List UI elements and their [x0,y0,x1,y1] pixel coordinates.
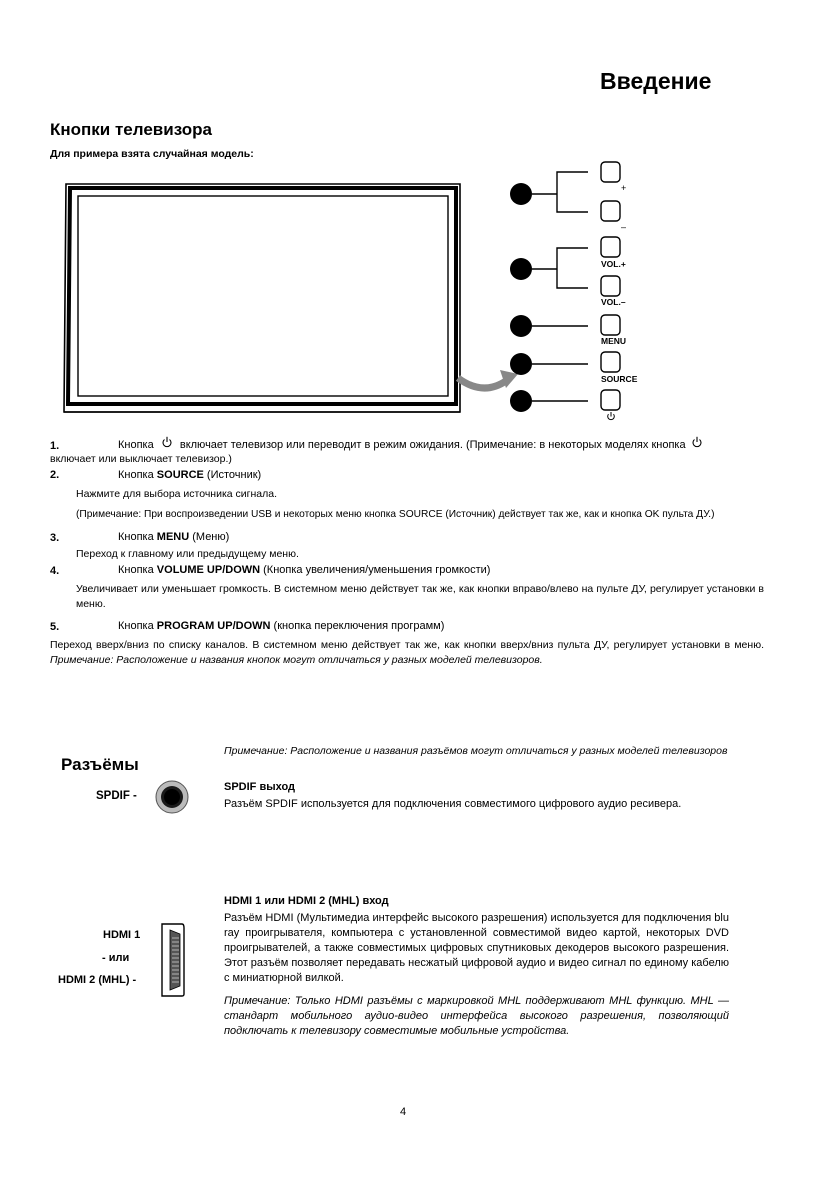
item-2-heading [118,469,261,481]
power-button[interactable] [601,390,620,410]
hdmi-label-1: HDMI 1 [103,929,141,941]
item-3-head-pre: Кнопка [118,531,157,543]
item-5-head-pre: Кнопка [118,620,157,632]
source-label: SOURCE [601,374,638,384]
item-1-heading [118,436,760,451]
spdif-desc: Разъём SPDIF используется для подключения совместимого цифрового аудио ресивера. [224,798,682,810]
item-2-head-post: (Источник) [203,469,262,481]
item-2-desc: Нажмите для выбора источника сигнала. [76,488,278,500]
menu-label: MENU [601,336,627,346]
menu-button[interactable] [601,315,620,335]
connectors-note-label: Примечание [224,745,285,757]
tv-diagram [0,0,839,430]
item-2-number: 2. [50,469,60,481]
spdif-title: SPDIF выход [224,781,296,793]
callout-dot-4 [510,353,532,375]
volume-up-label: VOL.+ [601,259,626,269]
item-1-number: 1. [50,440,60,452]
program-up-button[interactable] [601,162,620,182]
item-4-head-bold: VOLUME UP/DOWN [156,564,261,576]
item-5-head-bold: PROGRAM UP/DOWN [156,620,271,632]
leader-lines [532,172,588,401]
item-3-head-bold: MENU [156,531,190,543]
pointer-arrow [458,378,510,388]
volume-down-button[interactable] [601,276,620,296]
item-2-note: (Примечание: При воспроизведении USB и некоторых меню кнопка SOURCE (Источник) действует так же, как и кнопка OK пульта ДУ.) [76,509,715,520]
tv-buttons-subtitle: Для примера взята случайная модель: [50,148,254,160]
spdif-label: SPDIF - [96,790,137,802]
program-up-label: + [621,183,627,193]
program-down-button[interactable] [601,201,620,221]
item-4-number: 4. [50,565,60,577]
item-2-head-bold: SOURCE [156,469,204,481]
tv-buttons-section-title: Кнопки телевизора [50,120,212,139]
spdif-port-icon [154,779,190,815]
power-icon [608,412,615,420]
hdmi-label-2: HDMI 2 (MHL) - [58,974,137,986]
hdmi-port-icon [160,922,186,998]
item-4-heading [118,564,490,576]
connectors-note [224,745,747,758]
callout-dot-2 [510,258,532,280]
hdmi-title: HDMI 1 или HDMI 2 (MHL) вход [224,895,389,907]
item-3-number: 3. [50,532,60,544]
hdmi-label-or: - или [102,952,130,964]
program-down-label: – [621,222,627,232]
volume-down-label: VOL.– [601,297,626,307]
callout-dot-3 [510,315,532,337]
item-1-head-pre: Кнопка [118,439,157,451]
source-button[interactable] [601,352,620,372]
power-icon [691,436,703,448]
item-3-desc: Переход к главному или предыдущему меню. [76,548,299,560]
page-title: Введение [600,68,712,94]
connectors-note-text: : Расположение и названия разъёмов могут отличаться у разных моделей телевизоров [284,745,728,757]
page-number: 4 [400,1106,407,1118]
item-5-note-text: : Расположение и названия кнопок могут отличаться у разных моделей телевизоров. [110,654,543,666]
connectors-section-title: Разъёмы [61,755,139,774]
item-1-head-post: включает телевизор или переводит в режим ожидания. (Примечание: в некоторых моделях кнопка [179,439,689,451]
item-5-desc [50,638,764,668]
callout-dot-5 [510,390,532,412]
hdmi-desc: Разъём HDMI (Мультимедиа интерфейс высокого разрешения) используется для подключения blu ray проигрывателя, компьютера с установленной совместимой видео картой, некоторых DVD проигрывателей, а также совместимых цифровых спутниковых декодеров высокого разрешения. Этот разъём позволяет передавать несжатый цифровой аудио и видео сигнал по единому кабелю с миниатюрной вилкой. [224,912,729,984]
item-3-head-post: (Меню) [189,531,230,543]
item-2-head-pre: Кнопка [118,469,157,481]
item-5-number: 5. [50,621,60,633]
item-5-desc-text: Переход вверх/вниз по списку каналов. В системном меню действует так же, как кнопки вверх/вниз пульта ДУ, регулирует установки в меню. [50,639,764,651]
item-5-heading [118,620,444,632]
hdmi-note: Примечание: Только HDMI разъёмы с маркировкой MHL поддерживают MHL функцию. MHL — стандарт мобильного аудио-видео интерфейса высокого разрешения, позволяющий подключать к телевизору совместимые мобильные устройства. [224,995,729,1037]
item-5-head-post: (кнопка переключения программ) [270,620,445,632]
tv-frame [64,184,460,412]
item-4-desc: Увеличивает или уменьшает громкость. В системном меню действует так же, как кнопки вправо/влево на пульте ДУ, регулирует установки в меню. [76,583,764,610]
item-5-note-label: Примечание [50,654,111,666]
volume-up-button[interactable] [601,237,620,257]
item-4-head-pre: Кнопка [118,564,157,576]
item-4-head-post: (Кнопка увеличения/уменьшения громкости) [260,564,491,576]
power-icon [161,436,173,448]
tv-screen [78,196,448,396]
item-3-heading [118,531,229,543]
item-1-line2: включает или выключает телевизор.) [50,453,232,465]
callout-dot-1 [510,183,532,205]
